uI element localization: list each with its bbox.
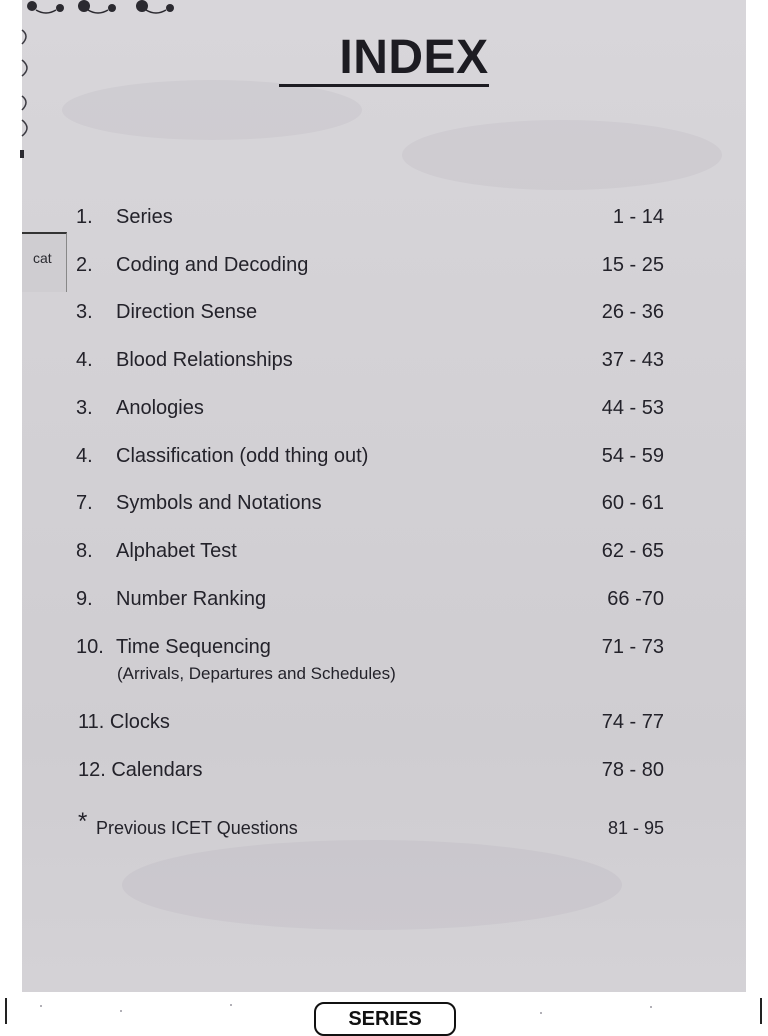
- entry-pages: 15 - 25: [601, 254, 664, 276]
- scan-speck: [230, 1004, 232, 1006]
- entry-pages: 62 - 65: [601, 540, 664, 562]
- entry-pages: 60 - 61: [601, 492, 664, 514]
- index-entry-symbols: [0, 492, 768, 532]
- entry-number: 4.: [76, 349, 93, 371]
- entry-title: Classification (odd thing out): [116, 445, 369, 467]
- entry-pages: 66 -70: [607, 588, 664, 610]
- entry-pages: 78 - 80: [601, 759, 664, 781]
- entry-pages: 54 - 59: [601, 445, 664, 467]
- entry-number: 2.: [76, 254, 93, 276]
- index-entry-series: [0, 206, 768, 246]
- entry-pages: 26 - 36: [601, 301, 664, 323]
- entry-title: Alphabet Test: [116, 540, 237, 562]
- index-entry-classification: [0, 445, 768, 485]
- entry-pages: 1 - 14: [612, 206, 664, 228]
- side-tab-label: cat: [33, 250, 52, 266]
- index-entry-previous-questions: [0, 808, 768, 852]
- entry-title: Time Sequencing: [116, 636, 271, 658]
- entry-number: 3.: [76, 397, 93, 419]
- entry-title: Symbols and Notations: [116, 492, 322, 514]
- footer-section-label: SERIES: [314, 1002, 456, 1036]
- entry-title: Number Ranking: [116, 588, 267, 610]
- entry-number: 7.: [76, 492, 93, 514]
- entry-title: Anologies: [116, 397, 204, 419]
- scan-speck: [540, 1012, 542, 1014]
- index-entry-ranking: [0, 588, 768, 628]
- entry-pages: 37 - 43: [601, 349, 664, 371]
- index-entry-analogies: [0, 397, 768, 437]
- entry-pages: 81 - 95: [607, 818, 664, 838]
- index-entry-coding: [0, 254, 768, 294]
- entry-pages: 74 - 77: [601, 711, 664, 733]
- footer-border-left: [5, 998, 7, 1024]
- entry-number: 4.: [76, 445, 93, 467]
- index-entry-calendars: [0, 759, 768, 799]
- entry-number: 1.: [76, 206, 93, 228]
- entry-number: 8.: [76, 540, 93, 562]
- scan-speck: [120, 1010, 122, 1012]
- index-entry-blood: [0, 349, 768, 389]
- page-title: INDEX: [0, 30, 768, 85]
- footer-border-right: [760, 998, 762, 1024]
- entry-number: 10.: [76, 636, 104, 658]
- index-entry-clocks: [0, 711, 768, 751]
- entry-title: Coding and Decoding: [116, 254, 309, 276]
- index-entry-time-sequencing: [0, 636, 768, 692]
- scan-speck: [40, 1005, 42, 1007]
- entry-subtitle: (Arrivals, Departures and Schedules): [117, 664, 396, 683]
- entry-title: 11. Clocks: [78, 711, 170, 733]
- index-entry-alphabet: [0, 540, 768, 580]
- entry-number: 9.: [76, 588, 93, 610]
- index-entry-direction: [0, 301, 768, 341]
- entry-title: Series: [116, 206, 173, 228]
- entry-pages: 71 - 73: [601, 636, 664, 658]
- entry-asterisk: *: [78, 808, 88, 835]
- entry-title: Direction Sense: [116, 301, 258, 323]
- entry-title: 12. Calendars: [78, 759, 203, 781]
- entry-title: Previous ICET Questions: [96, 818, 298, 838]
- entry-pages: 44 - 53: [601, 397, 664, 419]
- entry-title: Blood Relationships: [116, 349, 293, 371]
- scan-speck: [650, 1006, 652, 1008]
- entry-number: 3.: [76, 301, 93, 323]
